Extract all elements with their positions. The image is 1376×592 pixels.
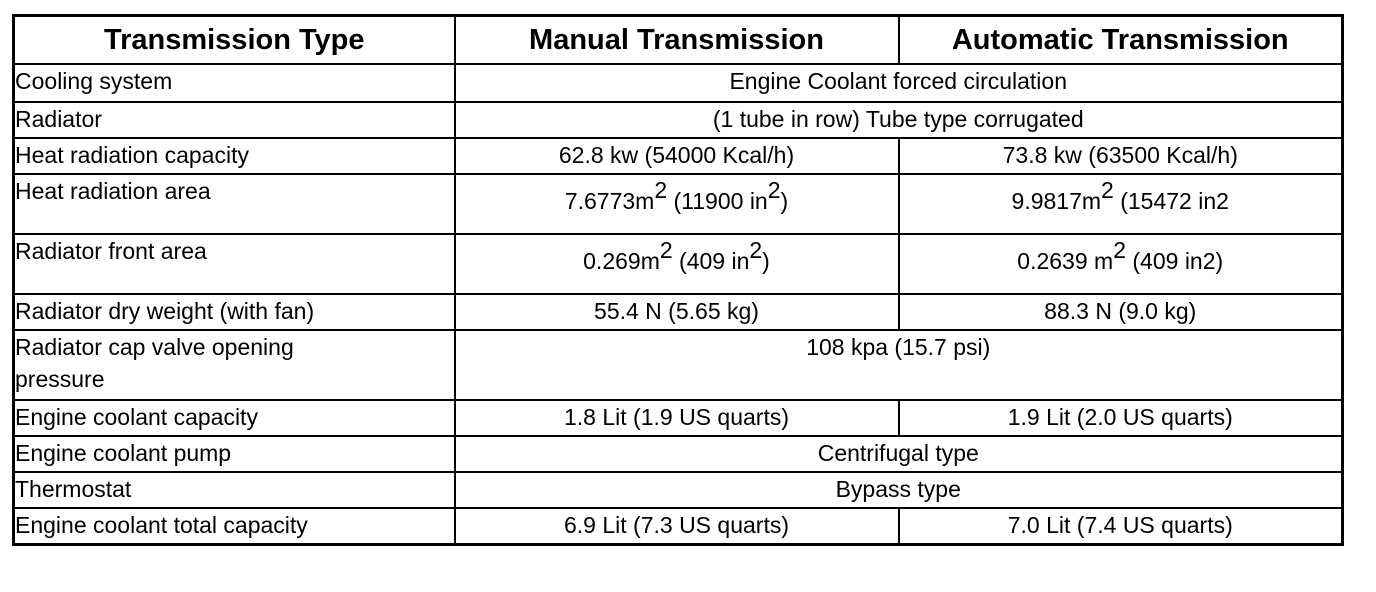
row-value: Engine Coolant forced circulation bbox=[455, 64, 1343, 102]
manual-value: 55.4 N (5.65 kg) bbox=[455, 294, 899, 330]
superscript: 2 bbox=[659, 237, 673, 264]
table-row-cooling-system bbox=[14, 64, 1343, 102]
superscript: 2 bbox=[1113, 237, 1126, 264]
manual-value: 1.8 Lit (1.9 US quarts) bbox=[455, 400, 899, 436]
row-label bbox=[14, 330, 455, 400]
table-row-dry-weight bbox=[14, 294, 1343, 330]
manual-value bbox=[455, 234, 899, 294]
table-row-heat-capacity bbox=[14, 138, 1343, 174]
value-part: 2 bbox=[1216, 188, 1229, 214]
row-label: Thermostat bbox=[14, 472, 455, 508]
value-part: 9.9817m bbox=[1011, 188, 1102, 214]
value-part: 0.269m bbox=[583, 248, 660, 274]
superscript: 2 bbox=[767, 177, 781, 204]
automatic-value bbox=[899, 174, 1343, 234]
row-value: (1 tube in row) Tube type corrugated bbox=[455, 102, 1343, 138]
row-label: Engine coolant capacity bbox=[14, 400, 455, 436]
value-part: 2 bbox=[1202, 248, 1216, 274]
row-label-line: Radiator cap valve opening bbox=[15, 334, 294, 360]
spec-table bbox=[12, 14, 1344, 546]
automatic-value bbox=[899, 234, 1343, 294]
value-part: ) bbox=[762, 248, 770, 274]
manual-value: 6.9 Lit (7.3 US quarts) bbox=[455, 508, 899, 545]
manual-value: 62.8 kw (54000 Kcal/h) bbox=[455, 138, 899, 174]
row-value: Centrifugal type bbox=[455, 436, 1343, 472]
value-part: (15472 in bbox=[1113, 188, 1217, 214]
value-part: (409 in bbox=[1126, 248, 1203, 274]
table-row-cap-pressure bbox=[14, 330, 1343, 400]
superscript: 2 bbox=[654, 177, 668, 204]
header-row bbox=[14, 16, 1343, 65]
value-part: (409 in bbox=[672, 248, 750, 274]
automatic-value: 88.3 N (9.0 kg) bbox=[899, 294, 1343, 330]
row-label: Engine coolant total capacity bbox=[14, 508, 455, 545]
row-value: 108 kpa (15.7 psi) bbox=[455, 330, 1343, 400]
value-part: 7.6773m bbox=[564, 188, 655, 214]
manual-value bbox=[455, 174, 899, 234]
row-label: Heat radiation area bbox=[14, 174, 455, 234]
value-part: (11900 in bbox=[667, 188, 768, 214]
value-part: ) bbox=[780, 188, 789, 214]
table-row-heat-area bbox=[14, 174, 1343, 234]
row-label: Radiator front area bbox=[14, 234, 455, 294]
header-automatic-transmission: Automatic Transmission bbox=[899, 16, 1343, 65]
row-label: Engine coolant pump bbox=[14, 436, 455, 472]
superscript: 2 bbox=[749, 237, 763, 264]
header-transmission-type: Transmission Type bbox=[14, 16, 455, 65]
row-label: Radiator bbox=[14, 102, 455, 138]
value-part: 0.2639 m bbox=[1017, 248, 1114, 274]
header-manual-transmission: Manual Transmission bbox=[455, 16, 899, 65]
superscript: 2 bbox=[1101, 177, 1114, 204]
table-row-radiator bbox=[14, 102, 1343, 138]
row-label: Radiator dry weight (with fan) bbox=[14, 294, 455, 330]
row-label-line: pressure bbox=[15, 366, 105, 392]
row-label: Heat radiation capacity bbox=[14, 138, 455, 174]
table-row-coolant-pump bbox=[14, 436, 1343, 472]
row-label: Cooling system bbox=[14, 64, 455, 102]
table-row-total-capacity bbox=[14, 508, 1343, 545]
automatic-value: 7.0 Lit (7.4 US quarts) bbox=[899, 508, 1343, 545]
row-value: Bypass type bbox=[455, 472, 1343, 508]
automatic-value: 1.9 Lit (2.0 US quarts) bbox=[899, 400, 1343, 436]
value-part: ) bbox=[1215, 248, 1224, 274]
table-row-coolant-capacity bbox=[14, 400, 1343, 436]
automatic-value: 73.8 kw (63500 Kcal/h) bbox=[899, 138, 1343, 174]
table-row-front-area bbox=[14, 234, 1343, 294]
table-row-thermostat bbox=[14, 472, 1343, 508]
